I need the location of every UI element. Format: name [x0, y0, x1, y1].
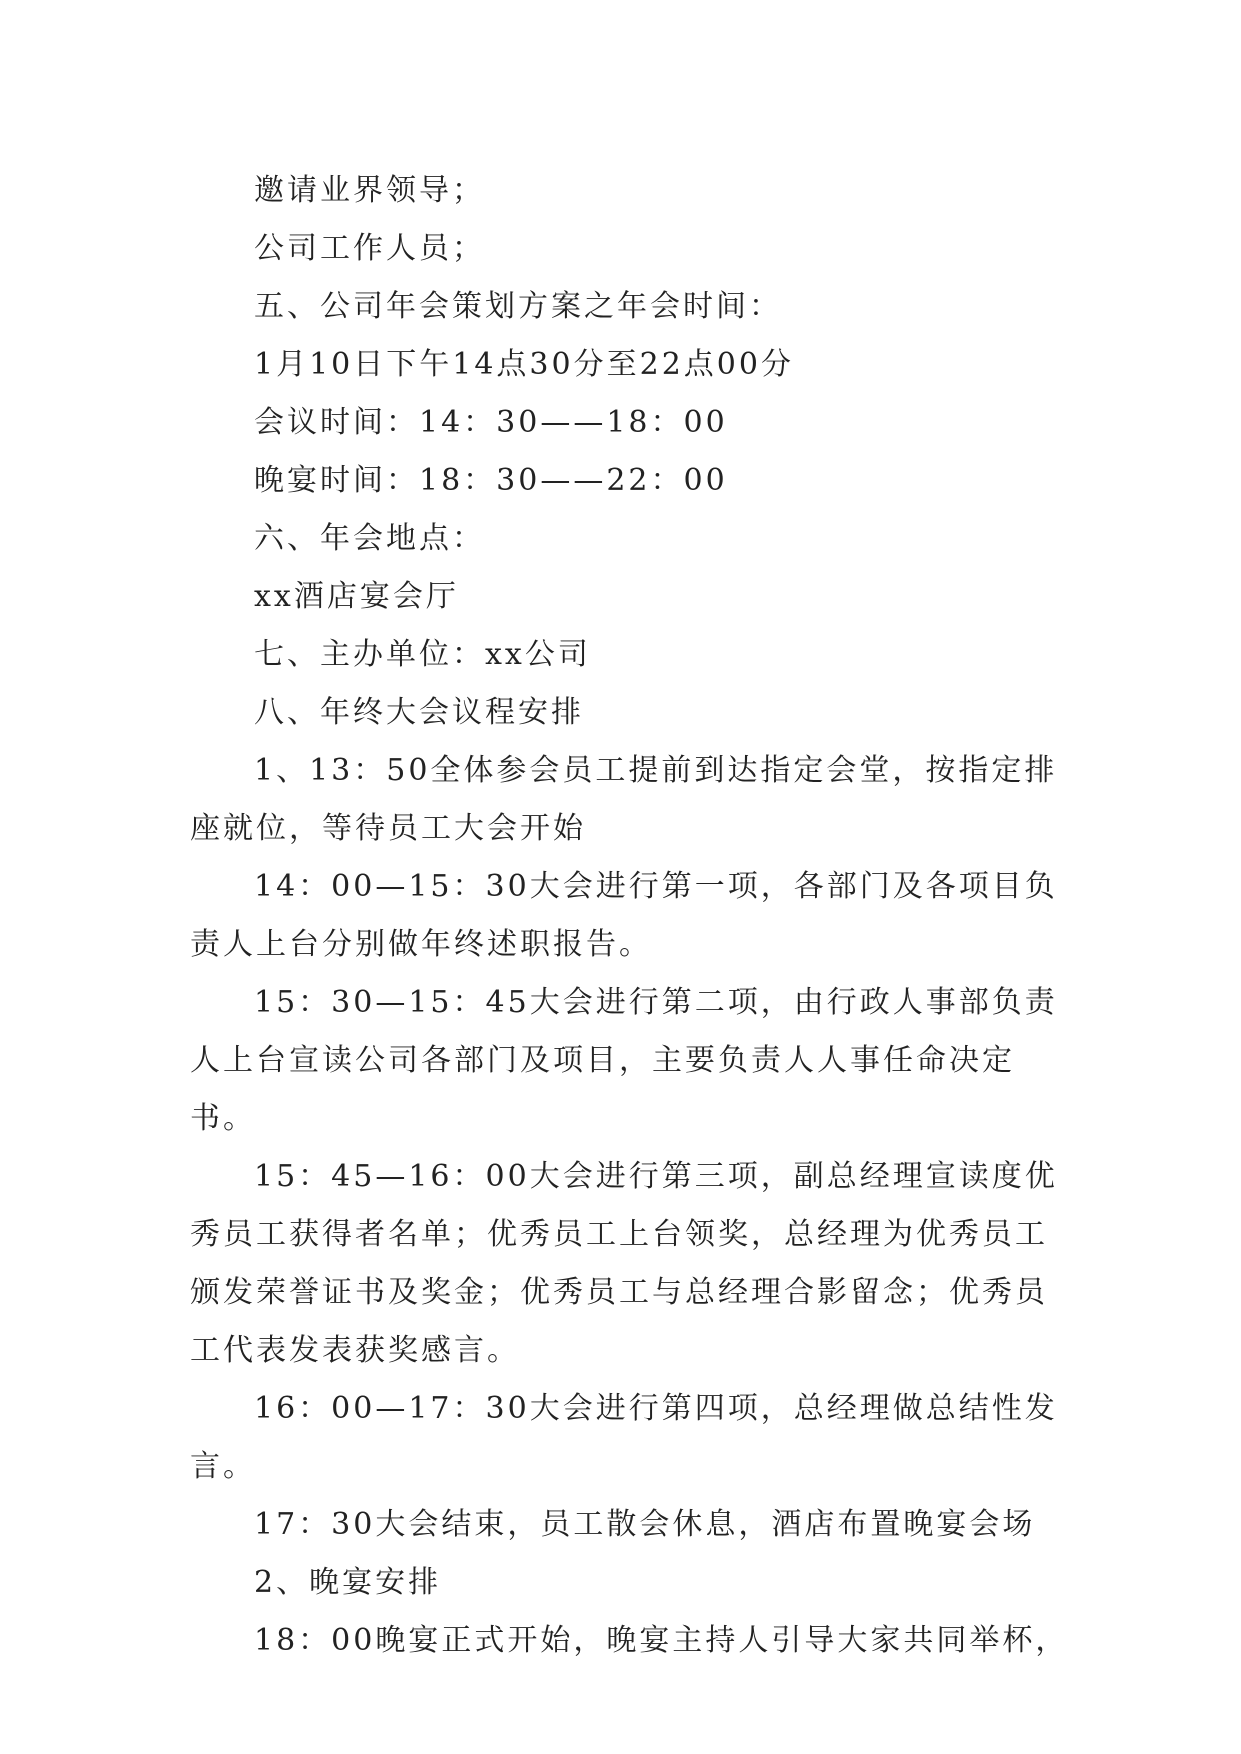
paragraph-invite-leaders: 邀请业界领导；: [254, 173, 485, 208]
heading-section-eight: 八、年终大会议程安排: [254, 695, 584, 730]
paragraph-date-time: 1月10日下午14点30分至22点00分: [254, 347, 794, 382]
document-body: [190, 162, 1070, 1670]
paragraph-agenda-3: 15：30—15：45大会进行第二项，由行政人事部负责人上台宣读公司各部门及项目，主要负责人人事任命决定书。: [190, 985, 1058, 1136]
heading-section-five: 五、公司年会策划方案之年会时间：: [254, 289, 782, 324]
paragraph-agenda-5: 16：00—17：30大会进行第四项，总经理做总结性发言。: [190, 1391, 1058, 1484]
paragraph-company-staff: 公司工作人员；: [254, 231, 485, 266]
paragraph-venue: xx酒店宴会厅: [254, 579, 459, 614]
paragraph-agenda-2: 14：00—15：30大会进行第一项，各部门及各项目负责人上台分别做年终述职报告。: [190, 869, 1058, 962]
paragraph-meeting-time: 会议时间：14：30——18：00: [254, 405, 728, 440]
paragraph-agenda-6: 17：30大会结束，员工散会休息，酒店布置晚宴会场: [254, 1507, 1036, 1542]
heading-dinner-arrangement: 2、晚宴安排: [254, 1565, 442, 1600]
paragraph-agenda-1: 1、13：50全体参会员工提前到达指定会堂，按指定排座就位，等待员工大会开始: [190, 753, 1058, 846]
paragraph-dinner-start: 18：00晚宴正式开始，晚宴主持人引导大家共同举杯，: [254, 1623, 1069, 1658]
heading-section-seven: 七、主办单位：xx公司: [254, 637, 591, 672]
paragraph-dinner-time: 晚宴时间：18：30——22：00: [254, 463, 728, 498]
heading-section-six: 六、年会地点：: [254, 521, 485, 556]
paragraph-agenda-4: 15：45—16：00大会进行第三项，副总经理宣读度优秀员工获得者名单；优秀员工上台领奖，总经理为优秀员工颁发荣誉证书及奖金；优秀员工与总经理合影留念；优秀员工代表发表获奖感言。: [190, 1159, 1058, 1368]
